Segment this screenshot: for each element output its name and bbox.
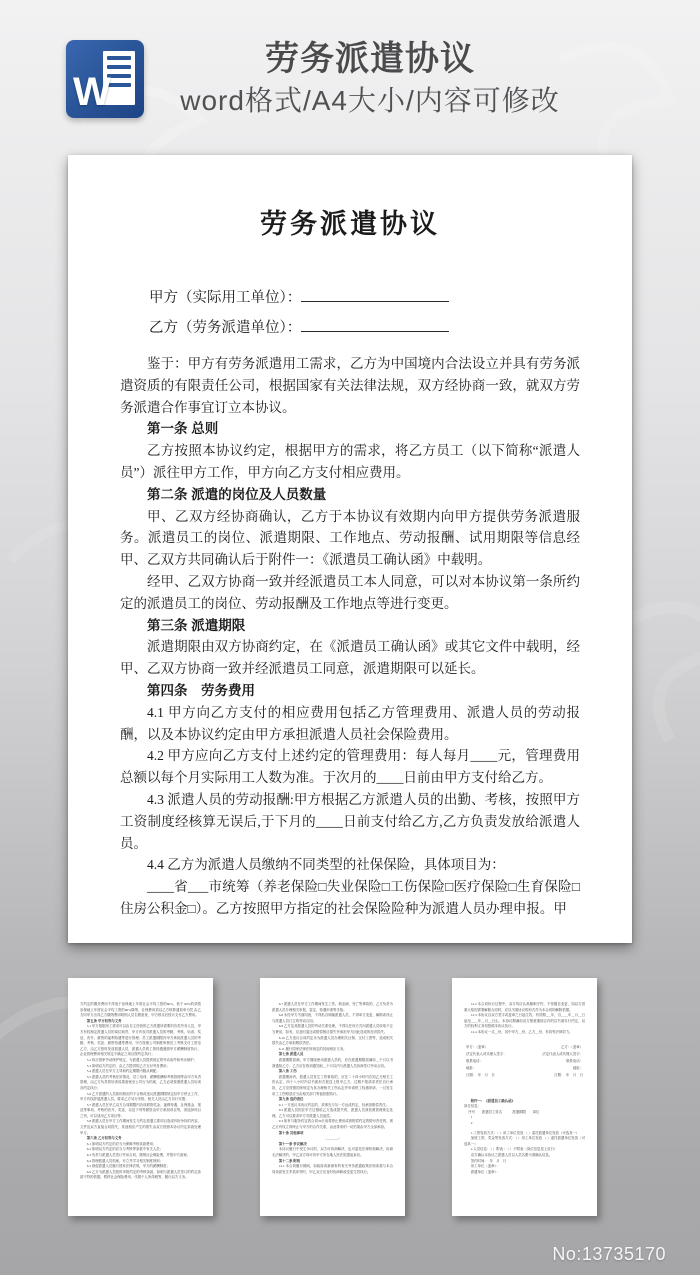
paragraph: ____省___市统筹（养老保险□失业保险□工伤保险□医疗保险□生育保险□住房公积金□）。乙方按照甲方指定的社会保险险种为派遣人员办理申报。甲 [120,879,580,916]
paragraph: 第三条 派遣期限 [147,617,246,633]
paragraph: 甲、乙双方经协商确认，乙方于本协议有效期内向甲方提供劳务派遣服务。派遣员工的岗位、派遣期限、工作地点、劳动报酬、试用期限等信息经甲、乙双方共同确认后于附件一：《派遣员工确认函》中载明。 [120,508,580,568]
paragraph: 第六条 乙方权利与义务 [86,1136,122,1141]
paragraph: 本协议履行中发生争议的，双方可协商解决，也可委托法律机构解决，协商无法解决的，甲乙双方均可向甲方所在地人民法院提起诉讼。 [272,1147,393,1158]
paragraph: 甲方：（盖章） 乙方：（盖章） [466,1044,583,1049]
paragraph: 第七条 派遣人员 [278,1052,304,1057]
paragraph: 乙方按照本协议约定，根据甲方的需求，将乙方员工（以下简称“派遣人员”）派往甲方工作，甲方向乙方支付相应费用。 [120,443,580,480]
paragraph: 鉴于：甲方有劳务派遣用工需求，乙方为中国境内合法设立并具有劳务派遣资质的有限责任公司，根据国家有关法律法规，双方经协商一致，就双方劳务派遣合作事宜订立本协议。 [120,356,580,415]
paragraph: 双方确认本协议之派遣人员以人员名册为准确认信息。 [470,1152,553,1157]
paragraph: 5.3 如明双方约定的，由乙方提供的乙方支付劳务费用； [86,1063,170,1068]
paragraph: ________/ [325,1136,340,1141]
template-subtitle: word格式/A4大小/内容可修改 [180,85,560,116]
party-b-label: 乙方（劳务派遣单位）： [149,320,302,336]
paragraph: 6.3 负责与派遣人员签订劳动合同，缴纳社会保险费，并报甲方备案； [86,1153,191,1158]
paragraph: 9.2 派遣人员因在甲方过错给乙方造成损失的，派遣人员须依照管理规定处理，乙方可以要求甲方对派遣人员追偿。 [272,1108,393,1118]
paragraph: 第四条 劳务费用 [147,682,255,698]
page-thumbnail-2 [68,978,213,1216]
paragraph: 6.11 履行国家法律法规规定的其他相应义务。 [278,1046,347,1051]
document-body [120,353,580,920]
paragraph: 6.10 乙方违反合同约定未为派遣人员办理相关社保、交付工资等，造成相关损失由乙方承担赔偿责任。 [272,1035,393,1046]
paragraph: 第五条 甲方权利与义务 [86,1018,122,1023]
paragraph: 6.1 如明双方约定的应当为保障考核条款费用； [86,1141,157,1146]
paragraph: 第十二条 附则 [278,1158,300,1163]
paragraph: 6.9 乙方及其派遣人员的劳动关系处理，不得以任何方式向派遣人员收取不正当费用，如有，应及时退还或赔偿相应损失并承担甲方因此造成的经济损失。 [272,1024,393,1034]
paragraph: 第八条 工伤 [278,1069,297,1074]
paragraph: 用工单位（盖章）： [470,1164,500,1169]
paragraph: 第九条 违约责任 [278,1097,304,1102]
paragraph: 5.6 乙方派遣的人员如因相应的不合格或违反派遣期限规定经甲方停止工作，甲方有权辞退派遣人员，要求乙方另行安排，相关人员由乙方另行安置； [80,1091,201,1102]
document-title: 劳务派遣协议 [260,209,440,239]
paragraph: 第十一条 争议解决 [278,1141,307,1146]
paragraph: 附件一：《派遣员工确认函》 [470,1098,515,1103]
thumbnail-body [464,1002,585,1175]
paragraph: 第十条 其他事项 [278,1130,304,1135]
word-icon-letter: W [73,70,111,114]
paragraph: 6.7 派遣人员在甲方工作期间发生工伤、职业病、死亡等事故的，乙方负责为派遣人员办理相关申报、鉴定、待遇申请等手续。 [272,1002,393,1012]
paragraph: 地址： 地址： [466,1065,583,1070]
paragraph: 经甲、乙双方协商一致并经派遣员工本人同意，可以对本协议第一条所约定的派遣员工的岗位、劳动报酬及工作地点等进行变更。 [120,573,580,611]
paragraph: 12.4 本协议一式__份，其中甲方__份，乙方__份，有同等法律效力。 [470,1029,573,1034]
paragraph: 6.8 未经甲方书面同意，不得私自调换派遣人员，不得单方变更、解除或终止与派遣人员订立的劳动合同。 [272,1013,393,1023]
paragraph: 1.工资发放方式：（ ）用工单位发放 （ ）委托派遣单位发放（可选其一） [470,1130,580,1135]
paragraph: 第二条 派遣的岗位及人员数量 [147,486,327,502]
paragraph: 9.1 一方违反本协议约定的，须事先与另一方达成约定，经承担赔偿责任。 [278,1102,389,1107]
item-number: No:13735170 [552,1244,666,1264]
paragraph [464,1079,585,1099]
party-a-label: 甲方（实际用工单位）： [149,290,302,306]
header-text [130,38,610,120]
party-b-blank [301,317,449,332]
page-thumbnail-4 [452,978,597,1216]
paragraph: 5.1 甲方根据用工需求可以由自主经营的乙方派遣所需要的各类劳务人员，甲方有权制定派遣人员的岗位职责，甲方有权对派遣人员的考勤、考核、培训、奖惩、晋升、薪资的福利待遇等进行管理；员工派遣期限内甲方承担派遣人员的考勤、考核、奖惩、薪资待遇等费用，甲方按照公司制度审核员工考核支付工资至乙方，由乙方按时发放派遣人员，派遣人员的工资待遇遵照甲方薪酬制度执行，企业管理费用相关规定不确定之项目按约定执行； [80,1024,201,1057]
page-thumbnail-3 [260,978,405,1216]
paragraph: 联系电话： 联系电话： [466,1058,583,1063]
paragraph: 2.人员信息：（ ）附表 / （ ）不附表（岗位信息见上页行） [470,1147,558,1152]
paragraph: 5.8 派遣人员在甲方工作期间发生与约定派遣主要项目造成纠纷争执的内容、文件及双方直接合同损失，其他相应产生的损失由双方按照本协议约定条款处理甲方。 [80,1119,201,1135]
paragraph: 派遣期间内，派遣人员发生工伤事故的，应在二十四小时内告知乙方相关工伤认定，四十八小时内以书面形式报送上报甲乙方，过期不报请求责任自行承担，乙方应按照国家规定为其办理相关工伤认定并申请停工待遇申请，一旦发生用工工伤赔偿应当由相关部门等值依据执行。 [272,1074,393,1096]
paragraph: 签约时间： 年 月 日 [470,1158,507,1163]
paragraph: 6.5 督促派遣人员履行国家法律法规，甲方的薪酬制度； [86,1164,170,1169]
paragraph: 5.7 派遣人员在甲乙双方合同期限内各项薪资奖金、福利待遇、社保基金、报送等事项、考核的晋升、奖惩，以及下列等薪资由甲方承担项目等，须选择项目之列，可以适用乙方项目等； [80,1102,201,1118]
preview-header [0,0,700,140]
thumbnail-body [272,1002,393,1175]
paragraph: 5.5 派遣人员的考核任用情况，员工培训、薪酬报酬和考核管理等由甲方负责管理，由乙方负责将培训成果备案至公司行为档案，乙方必须按照派遣人员培训各约定执行； [80,1074,201,1090]
party-a-blank [301,287,449,302]
paragraph: 12.3 本协议自双方签字或盖章之日起生效，有效期___年，自____年__月__日起至____年__月__日止。本协议期满前双方愿意继续合作的以书面另行约定，双方的权利义务均按照本协议执行。 [464,1013,585,1029]
paragraph: 加班工资、奖金等发放方式：（ ）用工单位发放 （ ）委托派遣单位发放（可选其一） [464,1136,585,1146]
paragraph: 6.6 乙方为派遣人员按时申报约定的考核条款，如明与派遣人员签订的约定条款不符的依据，暂停社会保险费用，代缴个人所得税等，履行双方义务。 [80,1169,201,1180]
paragraph: 9.3 如有与服务约定的合同30天前将停止费用或被赔偿约定的赔付责任的，则乙方有权立即终止与甲方的合作关系，由此带来的一切后果由甲方全部承担。 [272,1119,393,1130]
paragraph: 1 [464,1115,473,1120]
paragraph: 派遣期限届满，甲方继续使用派遣人员的，应在派遣期限届满前__个月以书面通知乙方，乙方应在收到通知前__个月以内与派遣人员协商签订劳动合同。 [272,1057,393,1068]
paragraph: 5.2 执行国家劳动保护规定，为派遣人员提供规定的劳动条件和劳动保护； [86,1057,197,1062]
template-title: 劳务派遣协议 [265,40,475,78]
paragraph: 4.1 甲方向乙方支付的相应费用包括乙方管理费用、派遣人员的劳动报酬，以及本协议约定由甲方承担派遣人员社会保险费用。 [120,704,580,742]
paragraph: 12.1 本合同履行期间，如政府或新颁布的有关劳务派遣政策法规条款与本合同条款发生矛盾冲突时，甲乙双方应及时协商修改变更生效执行。 [272,1164,393,1174]
paragraph [464,1036,585,1044]
paragraph: 5.4 派遣人员在甲方主导和约定期限内服从调配； [86,1069,160,1074]
paragraph: 日期： 年 月 日 日期： 年 月 日 [466,1072,583,1077]
paragraph: 第一条 总则 [147,421,219,437]
paragraph: 6.2 如明双方约定的应当与考核等条款中有关人员； [86,1147,164,1152]
document-page-main [68,155,632,943]
paragraph: 4.4 乙方为派遣人员缴纳不同类型的社保保险，具体项目为： [147,857,505,873]
paragraph: 法定代表人或代理人签字： 法定代表人或代理人签字： [466,1051,583,1056]
paragraph: 岗位信息： [464,1104,481,1109]
paragraph: 4.2 甲方应向乙方支付上述约定的管理费用：每人每月____元，管理费用总额以每个月实际用工人数为准。于次月的____日前由甲方支付给乙方。 [120,748,580,786]
paragraph: 6.4 管理派遣人员档案，开立并学习相关制度规则； [86,1158,164,1163]
party-a-line [120,283,580,313]
thumbnail-body [80,1002,201,1181]
paragraph: 序号 派遣员工姓名 派遣期限 岗位 [464,1109,540,1114]
paragraph: 4.3 派遣人员的劳动报酬:甲方根据乙方派遣人员的出勤、考核，按照甲方工资制度经核算无误后,于下月的____日前支付给乙方,乙方负责发放给派遣人员。 [120,791,580,851]
paragraph: 2 [464,1120,473,1125]
paragraph: 12.2 本合同执行过程中，双方均应认真履职守约，不得擅自变更，如双方因重大原因需要解除合同时，应以书面协议的形式作为本合同的解除依据。 [464,1002,585,1012]
paragraph: 派遣单位（盖章）： [470,1169,500,1174]
party-b-line [120,313,580,343]
paragraph: 方约定的服务费用不得低于参保地上年度社会平均工资的60%，低于 60%的须按参保地上年度社会平均工资的60%缴纳，社保费用须以乙方核算通知单为凭 由乙方向甲方出具乙方缴纳费用明细人员名册备查，甲方核实后按月支付乙方费用。 [80,1002,201,1018]
paragraph: 派遣期限由双方协商约定，在《派遣员工确认函》或其它文件中载明，经甲、乙双方协商一致并经派遣员工同意，派遣期限可以延长。 [120,639,580,677]
